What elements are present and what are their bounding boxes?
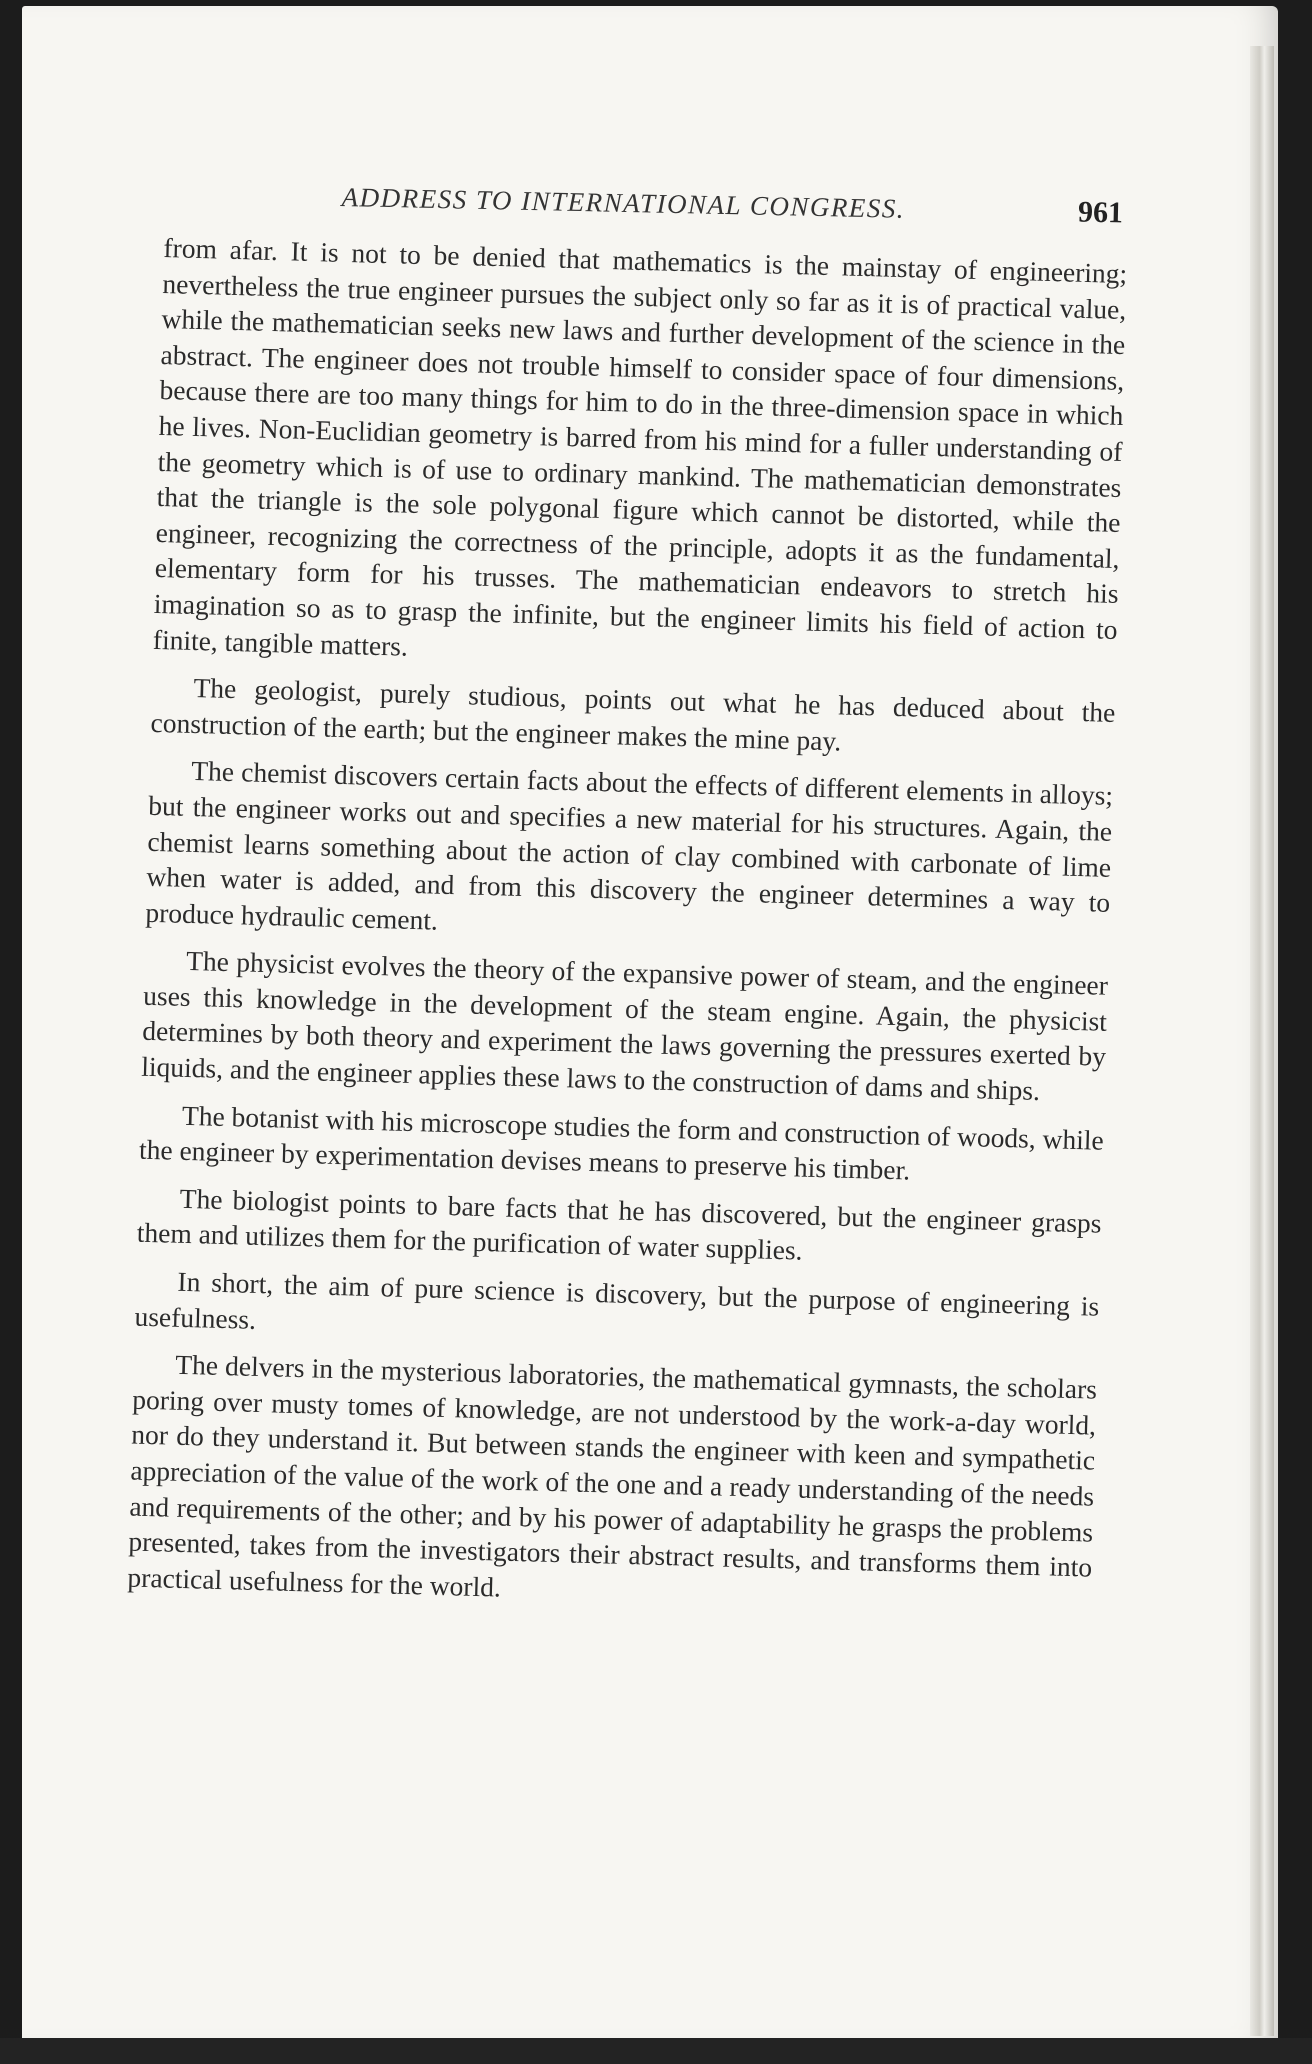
- page-number: 961: [1077, 195, 1124, 230]
- page-edge: [1250, 46, 1274, 2036]
- paragraph-chemist: The chemist discovers certain facts about the effects of different elements in alloys; but the engineer works out and specifies a new material for his structures. Again, the chemist learns something about the action of clay combined with carbonate of lime when water is added, and from this discovery the engineer determines a way to produce hydraulic cement.: [145, 755, 1114, 936]
- paragraph-in-short: In short, the aim of pure science is discovery, but the purpose of engineering is usefulness.: [134, 1265, 1100, 1335]
- scan-bottom-band: [0, 2038, 1312, 2064]
- paragraph-botanist: The botanist with his microscope studies the form and construction of woods, while the engineer by experimentation devises means to preserve his timber.: [138, 1099, 1105, 1186]
- paragraph-physicist: The physicist evolves the theory of the expansive power of steam, and the engineer uses this knowledge in the development of the steam engine. Again, the physicist determines by both theory and experiment the laws governing the pressures exerted by liquids, and the engineer applies these laws to the construction of dams and ships.: [140, 945, 1109, 1107]
- body-text: [127, 230, 1128, 1633]
- running-head: ADDRESS TO INTERNATIONAL CONGRESS.: [341, 182, 906, 224]
- paragraph-delvers: The delvers in the mysterious laboratories, the mathematical gymnasts, the scholars poring over musty tomes of knowledge, are not understood by the work-a-day world, nor do they understand it. But between stands the engineer with keen and sympathetic appreciation of the value of the work of the one and a ready understanding of the needs and requirements of the other; and by his power of adaptability he grasps the problems presented, takes from the investigators their abstract results, and transforms them into practical usefulness for the world.: [127, 1348, 1098, 1603]
- paragraph-biologist: The biologist points to bare facts that he has discovered, but the engineer grasps them and utilizes them for the purification of water supplies.: [136, 1182, 1102, 1267]
- paragraph-geologist: The geologist, purely studious, points out what he has deduced about the construction of the earth; but the engineer makes the mine pay.: [150, 672, 1116, 757]
- book-page: [22, 6, 1278, 2040]
- paragraph-mathematics: from afar. It is not to be denied that mathematics is the mainstay of engineering; nevertheless the true engineer pursues the subject only so far as it is of practical value, while the mathematician seeks new laws and further development of the science in the abstract. The engineer does not trouble himself to consider space of four dimensions, because there are too many things for him to do in the three-dimension space in which he lives. Non-Euclidian geometry is barred from his mind for a fuller understanding of the geometry which is of use to ordinary mankind. The mathematician demonstrates that the triangle is the sole polygonal figure which cannot be distorted, while the engineer, recognizing the correctness of the principle, adopts it as the fundamental, elementary form for his trusses. The mathematician endeavors to stretch his imagination so as to grasp the infinite, but the engineer limits his field of action to finite, tangible matters.: [152, 231, 1128, 662]
